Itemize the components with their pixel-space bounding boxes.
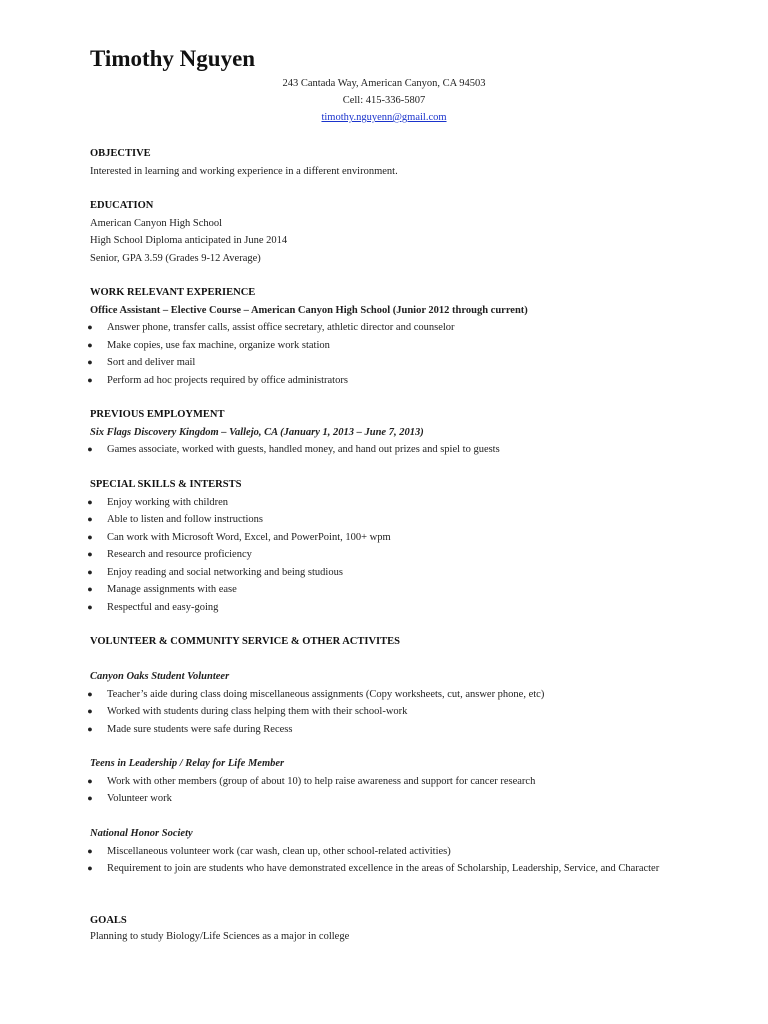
previous-bullet-list [87, 441, 688, 459]
skills-section [87, 476, 688, 616]
email-link[interactable]: timothy.nguyenn@gmail.com [321, 112, 447, 123]
list-item: ● Perform ad hoc projects required by office administrators [90, 372, 688, 390]
previous-employment-section [87, 406, 688, 459]
bullet-icon: ● [87, 357, 93, 367]
bullet-icon: ● [87, 496, 93, 507]
list-item: ● Work with other members (group of about 10) to help raise awareness and support for cancer research [90, 773, 688, 791]
education-section [90, 197, 688, 267]
bullet-icon: ● [87, 706, 93, 716]
skills-bullet-list [87, 494, 688, 617]
work-subheading: Office Assistant – Elective Course – American Canyon High School (Junior 2012 through current) [90, 304, 528, 316]
volunteer-bullet-list [87, 773, 688, 808]
email-line [0, 111, 768, 125]
bullet-icon: ● [87, 322, 93, 332]
education-heading: EDUCATION [90, 200, 154, 211]
list-item: ● Made sure students were safe during Recess [90, 721, 688, 739]
volunteer-group-title: Canyon Oaks Student Volunteer [90, 671, 230, 682]
bullet-icon: ● [87, 845, 93, 856]
volunteer-group [87, 755, 688, 808]
work-bullet-list [87, 319, 688, 389]
volunteer-group [87, 825, 688, 878]
list-item: ● Sort and deliver mail [90, 354, 688, 372]
volunteer-group-title: National Honor Society [90, 828, 193, 839]
list-item: ● Requirement to join are students who have demonstrated excellence in the areas of Scholarship, Leadership, Service, and Character [90, 860, 688, 878]
list-item: ● Manage assignments with ease [90, 581, 688, 599]
list-item: ● Answer phone, transfer calls, assist office secretary, athletic director and counselor [90, 319, 688, 337]
volunteer-heading-block [90, 633, 688, 651]
bullet-icon: ● [87, 514, 93, 524]
bullet-icon: ● [87, 531, 93, 542]
objective-section [90, 145, 688, 180]
candidate-name: Timothy Nguyen [90, 46, 256, 71]
list-item: ● Worked with students during class helping them with their school-work [90, 703, 688, 721]
work-heading: WORK RELEVANT EXPERIENCE [90, 287, 256, 298]
cell-line: Cell: 415-336-5807 [342, 95, 426, 106]
list-item: ● Volunteer work [90, 790, 688, 808]
bullet-icon: ● [87, 374, 93, 385]
skills-heading: SPECIAL SKILLS & INTERSTS [90, 479, 242, 490]
objective-heading: OBJECTIVE [90, 148, 151, 159]
goals-section [90, 912, 688, 943]
previous-heading: PREVIOUS EMPLOYMENT [90, 409, 225, 420]
bullet-icon: ● [87, 549, 93, 559]
education-line: High School Diploma anticipated in June 2014 [90, 235, 288, 246]
bullet-icon: ● [87, 584, 93, 594]
list-item: ● Teacher’s aide during class doing miscellaneous assignments (Copy worksheets, cut, answer phone, etc) [90, 686, 688, 704]
bullet-icon: ● [87, 863, 93, 873]
bullet-icon: ● [87, 566, 93, 577]
previous-subheading: Six Flags Discovery Kingdom – Vallejo, CA (January 1, 2013 – June 7, 2013) [90, 426, 424, 438]
list-item: ● Enjoy working with children [90, 494, 688, 512]
bullet-icon: ● [87, 723, 93, 734]
list-item: ● Able to listen and follow instructions [90, 511, 688, 529]
bullet-icon: ● [87, 793, 93, 803]
objective-text: Interested in learning and working experience in a different environment. [90, 165, 398, 177]
goals-text: Planning to study Biology/Life Sciences as a major in college [90, 930, 350, 942]
volunteer-heading: VOLUNTEER & COMMUNITY SERVICE & OTHER ACTIVITES [90, 636, 400, 647]
list-item: ● Research and resource proficiency [90, 546, 688, 564]
list-item: ● Games associate, worked with guests, handled money, and hand out prizes and spiel to guests [90, 441, 688, 459]
bullet-icon: ● [87, 339, 93, 350]
education-line: American Canyon High School [90, 217, 223, 229]
list-item: ● Respectful and easy-going [90, 599, 688, 617]
bullet-icon: ● [87, 775, 93, 786]
address-line: 243 Cantada Way, American Canyon, CA 94503 [282, 78, 486, 89]
volunteer-group [87, 668, 688, 738]
list-item: ● Can work with Microsoft Word, Excel, and PowerPoint, 100+ wpm [90, 529, 688, 547]
volunteer-bullet-list [87, 843, 688, 878]
volunteer-group-title: Teens in Leadership / Relay for Life Member [90, 758, 285, 769]
work-section [87, 284, 688, 389]
list-item: ● Miscellaneous volunteer work (car wash, clean up, other school-related activities) [90, 843, 688, 861]
list-item: ● Make copies, use fax machine, organize work station [90, 337, 688, 355]
bullet-icon: ● [87, 688, 93, 699]
bullet-icon: ● [87, 444, 93, 454]
goals-heading: GOALS [90, 915, 127, 926]
education-line: Senior, GPA 3.59 (Grades 9-12 Average) [90, 252, 261, 264]
volunteer-bullet-list [87, 686, 688, 739]
list-item: ● Enjoy reading and social networking and being studious [90, 564, 688, 582]
bullet-icon: ● [87, 601, 93, 612]
